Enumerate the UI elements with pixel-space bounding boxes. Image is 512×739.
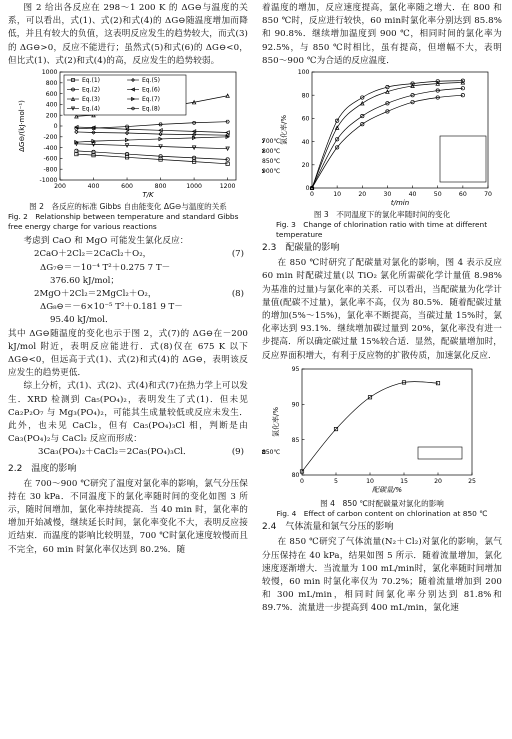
equation-7-dg: ΔG₇⊖＝－10⁻⁴ T²＋0.275 7 T－ <box>40 262 171 273</box>
x-tick-label: 5 <box>334 477 338 485</box>
x-axis-label: 配碳量/% <box>371 485 403 494</box>
series-line <box>76 137 227 142</box>
x-axis-label: T/K <box>142 191 154 200</box>
y-tick-label: 400 <box>45 101 58 109</box>
x-tick-label: 200 <box>54 183 66 191</box>
section-heading-2-3: 2.3 配碳量的影响 <box>262 243 340 254</box>
x-tick-label: 25 <box>468 477 476 485</box>
y-tick-label: 80 <box>291 472 300 480</box>
y-tick-label: 0 <box>53 123 58 131</box>
section-heading-2-2: 2.2 温度的影响 <box>8 463 77 474</box>
legend-entry: Eq.(7) <box>142 96 161 104</box>
paragraph-eq78: 其中 ΔG⊖随温度的变化也示于图 2，式(7)的 ΔG⊖在－200 kJ/mol 附近，表明反应能进行．式(8)仅在 675 K 以下 ΔG⊖<0，但远高于式(1)、式(2)和式(4)的 ΔG⊖，表明该反应发生的趋势更低． <box>8 328 248 379</box>
x-tick-label: 1000 <box>186 183 202 191</box>
paragraph-temperature: 在 700～900 ℃研究了温度对氯化率的影响，氯气分压保持在 30 kPa．不同温度下的氯化率随时间的变化如图 3 所示，随时间增加，氯化率持续提高．当 40 min 时，氯化率的增加开始减慢，继续延长时间，氯化率变化不大，表明反应接近结束．而温度的影响比较明显，700 ℃时氯化速度较慢而且不完全，60 min 时氯化率仅达到 80.2%．随 <box>8 478 248 555</box>
legend-entry: 700℃ <box>262 138 281 146</box>
x-tick-label: 0 <box>300 477 304 485</box>
paragraph-gas-flow: 在 850 ℃研究了气体流量(N₂＋Cl₂)对氯化的影响，氯气分压保持在 40 kPa，结果如图 5 所示．随着流量增加，氯化速度逐渐增大．当流量为 100 mL/min时，氯化率随时间增加较慢，60 min 时氯化率仅为 70.2%；随着流量增加到 200 和 300 mL/min，相同时间氯化率分别达到 81.8%和 89.7%．流量进一步提高到 400 mL/min，氯化速 <box>262 537 502 614</box>
y-tick-label: -600 <box>43 155 58 163</box>
x-tick-label: 1200 <box>219 183 236 191</box>
series-line <box>76 132 227 135</box>
y-tick-label: 80 <box>301 92 310 100</box>
legend-box <box>418 447 462 459</box>
series-line <box>76 122 227 129</box>
y-tick-label: 100 <box>297 69 310 77</box>
y-tick-label: 85 <box>291 436 300 444</box>
x-tick-label: 600 <box>121 183 133 191</box>
figure-2-gibbs-chart <box>8 68 248 200</box>
equation-7-number: (7) <box>231 249 244 260</box>
paragraph-summary: 综上分析，式(1)、式(2)、式(4)和式(7)在热力学上可以发生．XRD 检测到 Ca₅(PO₄)₂，表明发生了式(1)．但未见 Ca₂P₂O₇ 与 Mg₃(PO₄)₂，可能其生成量较低或反应未发生．此外，也未见 CaCl₂，但有 Ca₅(PO₄)₃Cl 相，判断是由 Ca₃(PO₄)₂与 CaCl₂ 反应而形成： <box>8 381 248 445</box>
figure-4-caption-en: Fig. 4 Effect of carbon content on chlorination at 850 ℃ <box>276 508 488 518</box>
legend-entry: 850℃ <box>262 449 281 457</box>
figure-3-chlorination-time-chart <box>262 68 502 208</box>
paragraph-fig2-discussion: 图 2 给出各反应在 298～1 200 K 的 ΔG⊖与温度的关系，可以看出，式(1)、式(2)和式(4)的 ΔG⊖随温度增加而降低，并且有较大的负值，这表明反应发生的趋势较大，而式(3)的 ΔG⊖>0，反应不能进行；虽然式(5)和式(6)的 ΔG⊖<0，但比式(1)、式(2)和式(4)的高，反应发生的趋势较弱。 <box>8 3 248 66</box>
equation-7 <box>8 248 248 261</box>
equation-7-reaction: 2CaO＋2Cl₂＝2CaCl₂＋O₂， <box>34 249 152 260</box>
x-tick-label: 400 <box>87 183 100 191</box>
x-tick-label: 10 <box>366 477 374 485</box>
data-point <box>226 94 229 97</box>
x-tick-label: 40 <box>408 191 417 199</box>
figure-4-caption-cn: 图 4 850 ℃时配碳量对氯化的影响 <box>320 498 444 508</box>
paragraph-consider: 考虑到 CaO 和 MgO 可能发生氯化反应： <box>23 236 189 247</box>
legend-entry: Eq.(1) <box>82 77 101 85</box>
legend-entry: Eq.(3) <box>82 96 101 104</box>
left-column <box>8 2 248 557</box>
right-column <box>262 2 502 616</box>
legend-entry: Eq.(6) <box>142 86 161 94</box>
legend-entry: Eq.(2) <box>82 86 101 94</box>
x-tick-label: 70 <box>484 191 492 199</box>
legend-entry: 800℃ <box>262 148 281 156</box>
figure-4-carbon-chart <box>262 363 502 497</box>
y-axis-label: 氯化率/% <box>280 115 288 146</box>
x-tick-label: 15 <box>400 477 408 485</box>
y-tick-label: 60 <box>301 115 310 123</box>
equation-8-number: (8) <box>231 289 244 300</box>
x-tick-label: 60 <box>458 191 467 199</box>
y-tick-label: 800 <box>45 80 58 88</box>
equation-8-dg: ΔG₈⊖＝－6×10⁻⁵ T²＋0.181 9 T－ <box>40 302 183 313</box>
legend-box <box>440 136 486 182</box>
y-tick-label: 90 <box>291 401 300 409</box>
equation-7-dg-cont: 376.60 kJ/mol； <box>50 275 120 286</box>
y-tick-label: 20 <box>301 162 310 170</box>
figure-3-caption-cn: 图 3 不同温度下的氯化率随时间的变化 <box>313 210 451 220</box>
legend-entry: 900℃ <box>262 168 281 176</box>
equation-9-number: (9) <box>231 447 244 458</box>
y-tick-label: 40 <box>301 138 310 146</box>
y-tick-label: 600 <box>45 90 58 98</box>
y-axis-label: 氯化率/% <box>272 406 280 437</box>
y-tick-label: -400 <box>43 144 58 152</box>
y-tick-label: 1000 <box>41 69 58 77</box>
legend-entry: 850℃ <box>262 158 281 166</box>
figure-2-caption-en: Fig. 2 Relationship between temperature and standard Gibbs free energy charge for various reactions <box>8 212 239 231</box>
x-tick-label: 20 <box>434 477 442 485</box>
paragraph-carbon: 在 850 ℃时研究了配碳量对氯化的影响，图 4 表示反应 60 min 时配碳过量(以 TiO₂ 氯化所需碳化学计量值 8.98%为基准的过量)与氯化率的关系．可以看出，当配碳量为化学计量值(配碳不过量)，氯化率不高，仅为 80.5%．随着配碳过量的增加(5%～15%)，氯化率不断提高，当碳过量 15%时，氯化率达到 93.1%．继续增加碳过量到 20%，氯化率没有进一步提高．所以确定碳过量 15%较合适．显然，配碳量增加时，反应界面积增大，有利于反应物的扩散传质，加速氯化反应． <box>262 258 502 361</box>
equation-9 <box>8 446 248 459</box>
x-tick-label: 30 <box>383 191 392 199</box>
y-axis-label: ΔG⊖/(kJ·mol⁻¹) <box>18 100 26 152</box>
legend-entry: Eq.(4) <box>82 105 101 113</box>
y-tick-label: -1000 <box>39 177 58 185</box>
paragraph-temperature-cont: 着温度的增加，反应速度提高，氯化率随之增大．在 800 和 850 ℃时，反应进行较快，60 min时氯化率分别达到 85.8% 和 90.8%．继续增加温度到 900 ℃，相同时间的氯化率为 92.5%，与 850 ℃时相比，虽有提高，但增幅不大，表明 850～900 ℃为合适的反应温度． <box>262 3 502 66</box>
data-point <box>226 147 229 150</box>
x-tick-label: 800 <box>154 183 167 191</box>
series-line <box>302 381 438 471</box>
x-tick-label: 10 <box>333 191 342 199</box>
legend-entry: Eq.(5) <box>142 77 161 85</box>
figure-3-caption-en: Fig. 3 Change of chlorination ratio with time at different temperature <box>276 220 488 239</box>
x-tick-label: 0 <box>310 191 314 199</box>
equation-8-reaction: 2MgO＋2Cl₂＝2MgCl₂＋O₂， <box>34 289 157 300</box>
y-tick-label: 200 <box>45 112 58 120</box>
y-tick-label: 0 <box>305 185 310 193</box>
section-heading-2-4: 2.4 气体流量和氯气分压的影响 <box>262 522 394 533</box>
series-line <box>76 144 227 149</box>
equation-8-dg-cont: 95.40 kJ/mol． <box>50 315 114 326</box>
legend-entry: Eq.(8) <box>142 105 161 113</box>
equation-8 <box>8 288 248 301</box>
x-tick-label: 50 <box>433 191 442 199</box>
y-tick-label: -200 <box>43 134 58 142</box>
y-tick-label: 95 <box>291 366 300 374</box>
x-axis-label: t/min <box>390 199 410 208</box>
figure-2-caption-cn: 图 2 各反应的标准 Gibbs 自由能变化 ΔG⊖与温度的关系 <box>29 202 227 212</box>
equation-9-reaction: 3Ca₃(PO₄)₂＋CaCl₂＝2Ca₅(PO₄)₃Cl． <box>38 447 192 458</box>
y-tick-label: -800 <box>43 166 58 174</box>
x-tick-label: 20 <box>358 191 367 199</box>
series-line <box>76 151 227 160</box>
